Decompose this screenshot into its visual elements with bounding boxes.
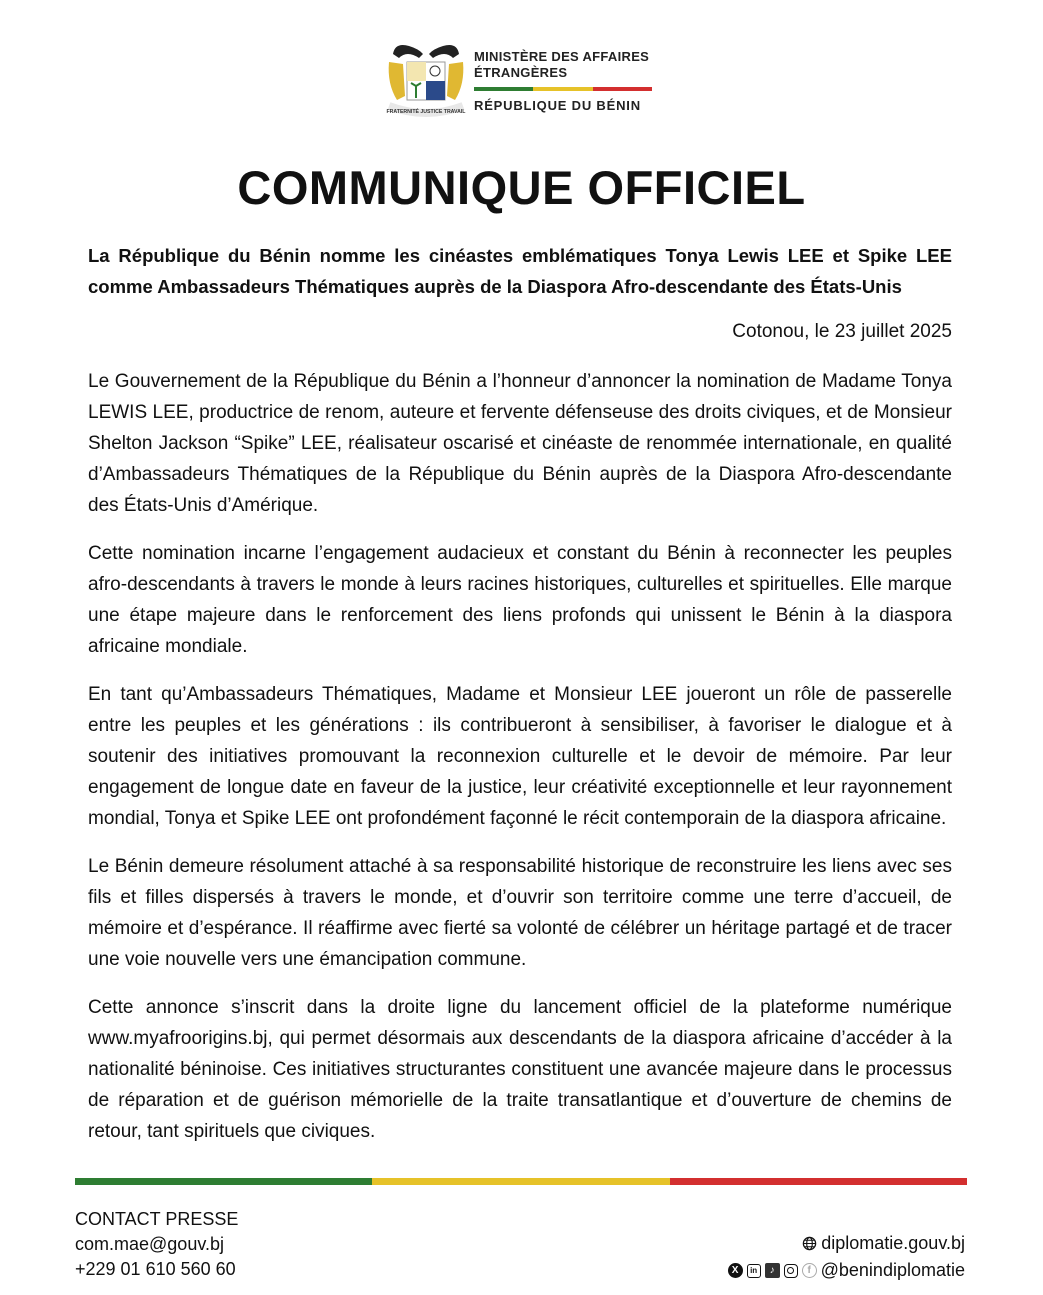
paragraph: Cette nomination incarne l’engagement audacieux et constant du Bénin à reconnecter les peuples afro-descendants à travers le monde à leurs racines historiques, culturelles et spirituelles. Elle marque une étape majeure dans le renforcement des liens profonds qui unissent le Bénin à la diaspora africaine mondiale. bbox=[88, 543, 952, 657]
ministry-line-2: ÉTRANGÈRES bbox=[474, 65, 568, 80]
date-line: Cotonou, le 23 juillet 2025 bbox=[732, 321, 952, 342]
contact-phone[interactable]: +229 01 610 560 60 bbox=[75, 1259, 236, 1279]
tiktok-icon[interactable]: ♪ bbox=[765, 1263, 780, 1278]
coat-of-arms-logo bbox=[385, 40, 467, 120]
contact-email[interactable]: com.mae@gouv.bj bbox=[75, 1234, 225, 1254]
motto-text: FRATERNITÉ JUSTICE TRAVAIL bbox=[386, 109, 466, 115]
page-title: COMMUNIQUE OFFICIEL bbox=[237, 161, 806, 214]
contact-label: CONTACT PRESSE bbox=[75, 1209, 239, 1229]
flag-stripe bbox=[474, 87, 652, 91]
communique-body bbox=[88, 366, 952, 1164]
press-contact bbox=[75, 1207, 238, 1282]
ministry-header bbox=[385, 40, 665, 120]
linkedin-icon[interactable]: in bbox=[747, 1264, 761, 1278]
paragraph: En tant qu’Ambassadeurs Thématiques, Madame et Monsieur LEE joueront un rôle de passerelle entre les peuples et les générations : ils contribueront à sensibiliser, à favoriser le dialogue et à soutenir des initiatives promouvant la reconnexion culturelle et le devoir de mémoire. Par leur engagement de longue date en faveur de la justice, leur créativité exceptionnelle et leur rayonnement mondial, Tonya et Spike LEE ont profondément façonné le récit contemporain de la diaspora africaine. bbox=[88, 684, 952, 829]
footer-flag-stripe bbox=[75, 1178, 967, 1185]
footer-links bbox=[728, 1230, 965, 1284]
subtitle: La République du Bénin nomme les cinéastes emblématiques Tonya Lewis LEE et Spike LEE comme Ambassadeurs Thématiques auprès de la Diaspora Afro-descendante des États-Unis bbox=[88, 245, 952, 297]
instagram-icon[interactable] bbox=[784, 1264, 798, 1278]
ministry-name bbox=[474, 49, 649, 81]
x-icon[interactable]: X bbox=[728, 1263, 743, 1278]
paragraph: Le Bénin demeure résolument attaché à sa responsabilité historique de reconstruire les liens avec ses fils et filles dispersés à travers le monde, et d’ouvrir son territoire comme une terre d’accueil, de mémoire et d’espérance. Il réaffirme avec fierté sa volonté de célébrer un héritage partagé et de tracer une voie nouvelle vers une émancipation commune. bbox=[88, 856, 952, 970]
paragraph: Cette annonce s’inscrit dans la droite ligne du lancement officiel de la plateforme numérique www.myafroorigins.bj, qui permet désormais aux descendants de la diaspora africaine d’accéder à la nationalité béninoise. Ces initiatives structurantes constituent une avancée majeure dans le processus de réparation et de guérison mémorielle de la traite transatlantique et d’ouverture de chemins de retour, tant spirituels que civiques. bbox=[88, 997, 952, 1142]
ministry-line-1: MINISTÈRE DES AFFAIRES bbox=[474, 49, 650, 64]
globe-icon bbox=[802, 1236, 817, 1251]
social-handle[interactable]: @benindiplomatie bbox=[820, 1260, 965, 1280]
paragraph: Le Gouvernement de la République du Bénin a l’honneur d’annoncer la nomination de Madame Tonya LEWIS LEE, productrice de renom, auteure et fervente défenseuse des droits civiques, et de Monsieur Shelton Jackson “Spike” LEE, réalisateur oscarisé et cinéaste de renommée internationale, en qualité d’Ambassadeurs Thématiques de la République du Bénin auprès de la Diaspora Afro-descendante des États-Unis d’Amérique. bbox=[88, 371, 952, 516]
republic-name: RÉPUBLIQUE DU BÉNIN bbox=[474, 98, 641, 113]
facebook-icon[interactable]: f bbox=[802, 1263, 817, 1278]
website-link[interactable]: diplomatie.gouv.bj bbox=[821, 1233, 965, 1253]
